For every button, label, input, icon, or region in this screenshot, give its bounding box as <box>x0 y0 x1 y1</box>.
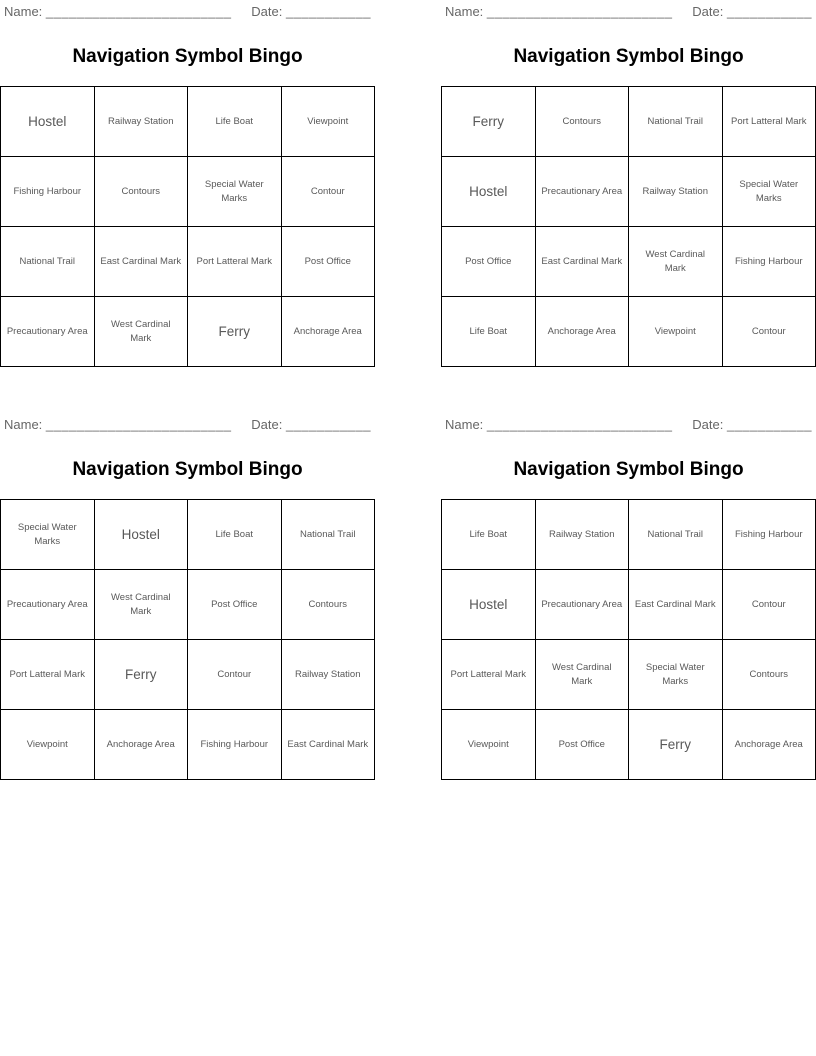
bingo-row <box>442 87 816 157</box>
name-label: Name: <box>445 4 484 19</box>
bingo-cell: Contour <box>722 570 816 640</box>
name-date-row <box>0 4 375 21</box>
bingo-grid <box>441 86 816 367</box>
bingo-cell: West Cardinal Mark <box>535 640 629 710</box>
name-label: Name: <box>445 417 484 432</box>
bingo-cell: Life Boat <box>188 500 282 570</box>
date-label: Date: <box>692 4 724 19</box>
date-label: Date: <box>251 417 283 432</box>
bingo-row <box>442 227 816 297</box>
bingo-cell: Anchorage Area <box>94 710 188 780</box>
bingo-cell: Special Water Marks <box>1 500 95 570</box>
bingo-cell: Fishing Harbour <box>1 157 95 227</box>
bingo-cell: Viewpoint <box>442 710 536 780</box>
name-field <box>4 4 231 19</box>
bingo-cell: West Cardinal Mark <box>94 570 188 640</box>
bingo-cell: Port Latteral Mark <box>722 87 816 157</box>
date-blank-line: ___________ <box>285 417 371 432</box>
name-label: Name: <box>4 4 43 19</box>
name-date-row <box>0 417 375 434</box>
bingo-cell: National Trail <box>629 500 723 570</box>
bingo-grid-body <box>1 87 375 367</box>
bingo-cell: Post Office <box>281 227 375 297</box>
bingo-row <box>1 570 375 640</box>
bingo-grid-body <box>1 500 375 780</box>
bingo-row <box>1 640 375 710</box>
bingo-grid <box>441 499 816 780</box>
bingo-cell: East Cardinal Mark <box>94 227 188 297</box>
bingo-cell: Precautionary Area <box>1 570 95 640</box>
bingo-cell: National Trail <box>629 87 723 157</box>
name-field <box>4 417 231 432</box>
bingo-cell: Anchorage Area <box>535 297 629 367</box>
name-date-row <box>441 417 816 434</box>
bingo-cell: Post Office <box>442 227 536 297</box>
bingo-cell: Ferry <box>188 297 282 367</box>
name-date-row <box>441 4 816 21</box>
bingo-cell: Port Latteral Mark <box>1 640 95 710</box>
name-blank-line: ________________________ <box>45 4 232 19</box>
bingo-cell: Post Office <box>535 710 629 780</box>
bingo-grid <box>0 86 375 367</box>
bingo-row <box>1 297 375 367</box>
bingo-row <box>1 157 375 227</box>
bingo-cell: Contours <box>281 570 375 640</box>
name-blank-line: ________________________ <box>486 4 673 19</box>
bingo-cell: East Cardinal Mark <box>281 710 375 780</box>
bingo-cell: Precautionary Area <box>1 297 95 367</box>
bingo-cell: National Trail <box>1 227 95 297</box>
date-field <box>251 417 371 432</box>
bingo-cell: Contours <box>722 640 816 710</box>
date-field <box>251 4 371 19</box>
bingo-cell: Viewpoint <box>629 297 723 367</box>
name-field <box>445 417 672 432</box>
bingo-cell: Viewpoint <box>1 710 95 780</box>
card-title: Navigation Symbol Bingo <box>513 46 744 67</box>
bingo-cell: Railway Station <box>629 157 723 227</box>
bingo-cell: East Cardinal Mark <box>629 570 723 640</box>
bingo-cell: Post Office <box>188 570 282 640</box>
date-blank-line: ___________ <box>726 417 812 432</box>
bingo-cell: Contour <box>188 640 282 710</box>
name-blank-line: ________________________ <box>45 417 232 432</box>
bingo-card <box>0 417 375 780</box>
date-label: Date: <box>692 417 724 432</box>
bingo-cell: Special Water Marks <box>188 157 282 227</box>
bingo-cell: Railway Station <box>281 640 375 710</box>
bingo-cell: Port Latteral Mark <box>442 640 536 710</box>
bingo-cell: Ferry <box>442 87 536 157</box>
bingo-cell: National Trail <box>281 500 375 570</box>
bingo-row <box>442 570 816 640</box>
bingo-grid <box>0 499 375 780</box>
bingo-row <box>1 710 375 780</box>
bingo-cell: Hostel <box>442 570 536 640</box>
bingo-row <box>442 500 816 570</box>
bingo-cell: Fishing Harbour <box>722 227 816 297</box>
bingo-cell: West Cardinal Mark <box>629 227 723 297</box>
bingo-grid-body <box>442 500 816 780</box>
bingo-grid-body <box>442 87 816 367</box>
bingo-cell: Life Boat <box>442 500 536 570</box>
card-title: Navigation Symbol Bingo <box>72 459 303 480</box>
bingo-row <box>442 640 816 710</box>
bingo-cell: Port Latteral Mark <box>188 227 282 297</box>
card-title: Navigation Symbol Bingo <box>513 459 744 480</box>
bingo-row <box>442 297 816 367</box>
bingo-cell: Anchorage Area <box>722 710 816 780</box>
bingo-cell: Contours <box>535 87 629 157</box>
bingo-row <box>442 157 816 227</box>
date-field <box>692 417 812 432</box>
bingo-cell: Anchorage Area <box>281 297 375 367</box>
name-blank-line: ________________________ <box>486 417 673 432</box>
bingo-cell: Precautionary Area <box>535 570 629 640</box>
bingo-row <box>1 500 375 570</box>
date-blank-line: ___________ <box>285 4 371 19</box>
bingo-cell: West Cardinal Mark <box>94 297 188 367</box>
bingo-cell: Contour <box>281 157 375 227</box>
bingo-cell: Ferry <box>94 640 188 710</box>
bingo-cell: Precautionary Area <box>535 157 629 227</box>
date-blank-line: ___________ <box>726 4 812 19</box>
bingo-card <box>0 4 375 367</box>
bingo-cell: Hostel <box>94 500 188 570</box>
bingo-cell: Life Boat <box>442 297 536 367</box>
bingo-cell: Railway Station <box>535 500 629 570</box>
bingo-row <box>442 710 816 780</box>
bingo-row <box>1 87 375 157</box>
bingo-cell: Contour <box>722 297 816 367</box>
bingo-cell: Fishing Harbour <box>188 710 282 780</box>
bingo-cell: Railway Station <box>94 87 188 157</box>
bingo-cell: Ferry <box>629 710 723 780</box>
name-field <box>445 4 672 19</box>
bingo-card <box>441 4 816 367</box>
date-label: Date: <box>251 4 283 19</box>
bingo-cell: Contours <box>94 157 188 227</box>
bingo-cell: Viewpoint <box>281 87 375 157</box>
date-field <box>692 4 812 19</box>
bingo-cell: Special Water Marks <box>629 640 723 710</box>
card-title: Navigation Symbol Bingo <box>72 46 303 67</box>
bingo-cell: Fishing Harbour <box>722 500 816 570</box>
bingo-cell: Hostel <box>442 157 536 227</box>
bingo-cell: Hostel <box>1 87 95 157</box>
bingo-cell: Life Boat <box>188 87 282 157</box>
bingo-cell: Special Water Marks <box>722 157 816 227</box>
bingo-cell: East Cardinal Mark <box>535 227 629 297</box>
name-label: Name: <box>4 417 43 432</box>
bingo-card <box>441 417 816 780</box>
bingo-row <box>1 227 375 297</box>
